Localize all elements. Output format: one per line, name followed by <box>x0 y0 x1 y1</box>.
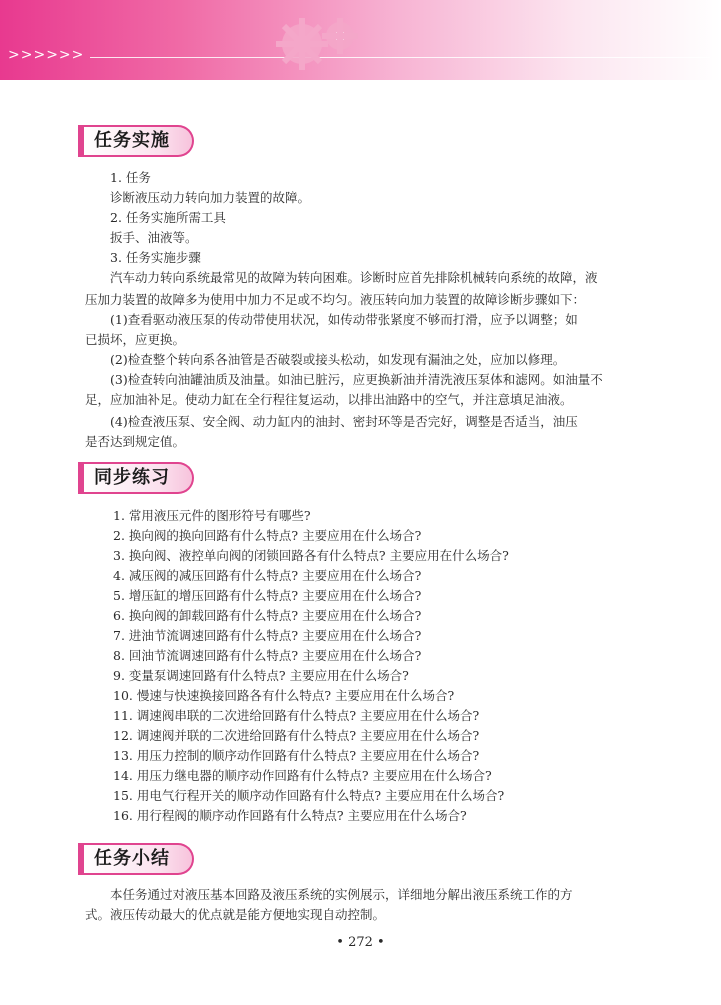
task-line: 足，应加油补足。使动力缸在全行程往复运动，以排出油路中的空气，并注意填足油液。 <box>85 392 573 407</box>
task-line: (4)检查液压泵、安全阀、动力缸内的油封、密封环等是否完好，调整是否适当，油压 <box>110 414 578 429</box>
section-header-practice <box>84 462 194 492</box>
task-line: 3. 任务实施步骤 <box>110 250 201 265</box>
question-item: 15. 用电气行程开关的顺序动作回路有什么特点? 主要应用在什么场合? <box>113 788 505 803</box>
section-tab <box>84 125 194 157</box>
question-item: 16. 用行程阀的顺序动作回路有什么特点? 主要应用在什么场合? <box>113 808 467 823</box>
question-item: 12. 调速阀并联的二次进给回路有什么特点? 主要应用在什么场合? <box>113 728 480 743</box>
section-title: 任务实施 <box>94 130 170 151</box>
section-tab <box>84 843 194 875</box>
task-line: (3)检查转向油罐油质及油量。如油已脏污，应更换新油并清洗液压泵体和滤网。如油量不 <box>110 372 603 387</box>
summary-line: 本任务通过对液压基本回路及液压系统的实例展示，详细地分解出液压系统工作的方 <box>110 887 573 902</box>
section-header-task <box>84 125 194 155</box>
question-item: 11. 调速阀串联的二次进给回路有什么特点? 主要应用在什么场合? <box>113 708 480 723</box>
question-item: 14. 用压力继电器的顺序动作回路有什么特点? 主要应用在什么场合? <box>113 768 492 783</box>
question-item: 3. 换向阀、液控单向阀的闭锁回路各有什么特点? 主要应用在什么场合? <box>113 548 509 563</box>
question-item: 9. 变量泵调速回路有什么特点? 主要应用在什么场合? <box>113 668 409 683</box>
task-line: (1)查看驱动液压泵的传动带使用状况，如传动带张紧度不够而打滑，应予以调整；如 <box>110 312 578 327</box>
task-line: (2)检查整个转向系各油管是否破裂或接头松动，如发现有漏油之处，应加以修理。 <box>110 352 566 367</box>
task-line: 已损坏，应更换。 <box>85 332 186 347</box>
question-item: 7. 进油节流调速回路有什么特点? 主要应用在什么场合? <box>113 628 422 643</box>
header-rule <box>90 57 710 58</box>
page-number: • 272 • <box>336 935 385 950</box>
question-item: 5. 增压缸的增压回路有什么特点? 主要应用在什么场合? <box>113 588 422 603</box>
section-header-summary <box>84 843 194 873</box>
task-line: 压加力装置的故障多为使用中加力不足或不均匀。液压转向加力装置的故障诊断步骤如下： <box>85 292 586 307</box>
header-banner <box>0 0 721 80</box>
task-line: 诊断液压动力转向加力装置的故障。 <box>110 190 311 205</box>
task-line: 是否达到规定值。 <box>85 434 186 449</box>
chevron-arrows-icon: >>>>>> <box>8 47 85 63</box>
task-line: 2. 任务实施所需工具 <box>110 210 226 225</box>
question-item: 1. 常用液压元件的图形符号有哪些? <box>113 508 311 523</box>
summary-line: 式。液压传动最大的优点就是能方便地实现自动控制。 <box>85 907 386 922</box>
question-item: 8. 回油节流调速回路有什么特点? 主要应用在什么场合? <box>113 648 422 663</box>
question-item: 4. 减压阀的减压回路有什么特点? 主要应用在什么场合? <box>113 568 422 583</box>
question-item: 6. 换向阀的卸载回路有什么特点? 主要应用在什么场合? <box>113 608 422 623</box>
gears-icon <box>262 8 372 74</box>
section-title: 同步练习 <box>94 467 170 488</box>
question-item: 10. 慢速与快速换接回路各有什么特点? 主要应用在什么场合? <box>113 688 455 703</box>
task-line: 扳手、油液等。 <box>110 230 198 245</box>
section-title: 任务小结 <box>94 848 170 869</box>
task-line: 1. 任务 <box>110 170 151 185</box>
section-tab <box>84 462 194 494</box>
question-item: 2. 换向阀的换向回路有什么特点? 主要应用在什么场合? <box>113 528 422 543</box>
task-line: 汽车动力转向系统最常见的故障为转向困难。诊断时应首先排除机械转向系统的故障，液 <box>110 270 598 285</box>
question-item: 13. 用压力控制的顺序动作回路有什么特点? 主要应用在什么场合? <box>113 748 480 763</box>
